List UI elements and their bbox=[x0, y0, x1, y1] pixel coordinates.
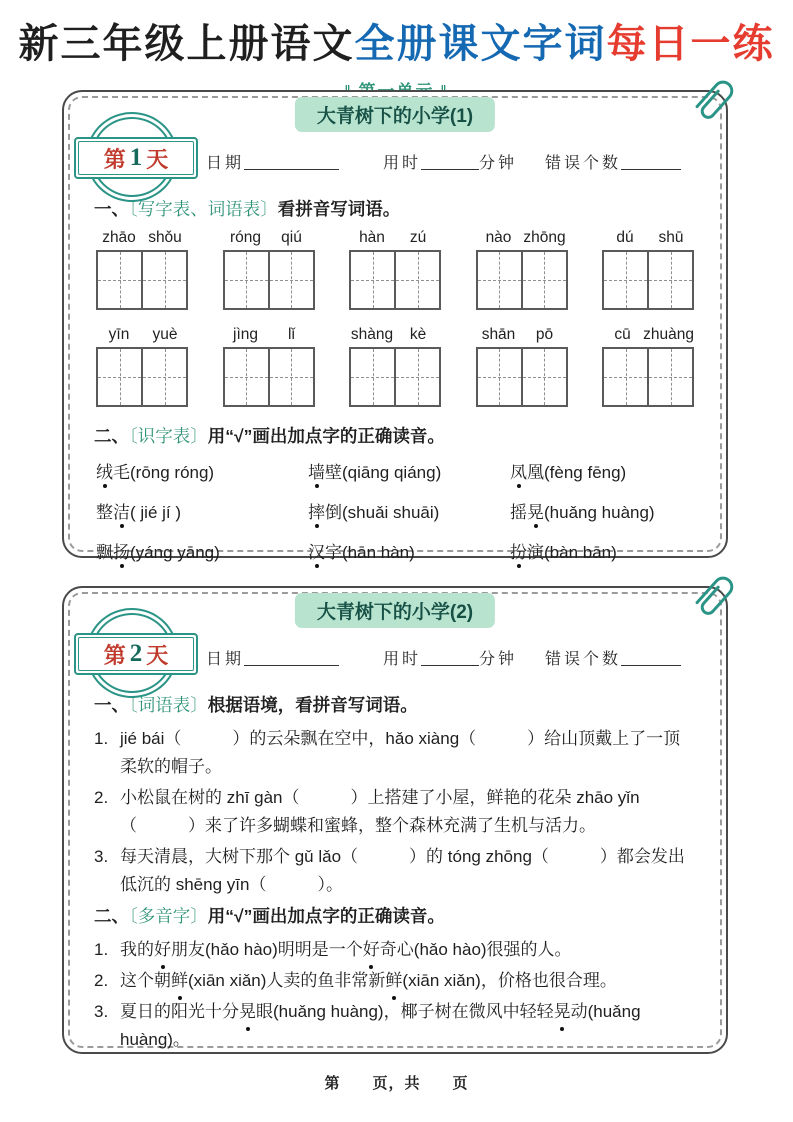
pinyin-syllable: zhāo bbox=[102, 229, 136, 246]
exercise-item bbox=[94, 725, 696, 781]
item-text bbox=[120, 843, 696, 899]
writing-grid bbox=[476, 347, 568, 407]
minutes-label: 分钟 bbox=[479, 155, 518, 172]
item-number: 1. bbox=[94, 940, 109, 960]
dotted-char: 扬 bbox=[113, 538, 130, 563]
text-segment: 飘 bbox=[96, 543, 113, 562]
item-number: 3. bbox=[94, 847, 109, 867]
choice-grid bbox=[96, 458, 696, 563]
dotted-char: 凤 bbox=[510, 458, 527, 483]
writing-grid bbox=[476, 250, 568, 310]
grid-cell bbox=[351, 252, 394, 308]
grid-cell bbox=[521, 349, 566, 405]
pinyin-syllable: zhōng bbox=[523, 229, 566, 246]
exercise-section bbox=[94, 196, 696, 407]
dotted-char: 晃 bbox=[554, 998, 571, 1026]
minutes-label: 分钟 bbox=[479, 651, 518, 668]
page-title-red: 每日一练 bbox=[606, 21, 775, 66]
meta-line bbox=[206, 150, 681, 173]
grid-cell bbox=[98, 349, 141, 405]
exercise-item bbox=[94, 998, 696, 1054]
writing-grid bbox=[96, 250, 188, 310]
item-number: 3. bbox=[94, 1002, 109, 1022]
text-segment: 整 bbox=[96, 503, 113, 522]
pinyin-syllable: jìng bbox=[233, 326, 258, 343]
dotted-char: 汉 bbox=[308, 538, 325, 563]
grid-cell bbox=[268, 252, 313, 308]
pinyin-syllable: qiú bbox=[281, 229, 302, 246]
item-text bbox=[120, 936, 696, 964]
text-segment: 倒(shuǎi shuāi) bbox=[325, 503, 440, 522]
section-instruction: 看拼音写词语。 bbox=[277, 199, 401, 219]
grid-cell bbox=[141, 252, 186, 308]
dot-word-item bbox=[510, 538, 696, 563]
page-title bbox=[0, 0, 793, 69]
pinyin-word bbox=[349, 229, 441, 310]
text-segment: 毛(rōng róng) bbox=[113, 463, 215, 482]
date-blank bbox=[244, 153, 339, 170]
section-number: 一、 bbox=[94, 199, 129, 219]
exercise-item bbox=[94, 936, 696, 964]
day-badge-label: 第 2 天 bbox=[74, 633, 198, 675]
text-segment: 演(bàn bān) bbox=[527, 543, 617, 562]
paperclip-icon bbox=[681, 564, 745, 630]
pinyin-word bbox=[602, 326, 694, 407]
text-segment: 朋友(hǎo hào)明明是一个 bbox=[171, 940, 363, 960]
exercise-item bbox=[94, 784, 696, 840]
section-instruction: 用“√”画出加点字的正确读音。 bbox=[207, 906, 445, 927]
dot-word-item bbox=[308, 538, 510, 563]
exercise-item bbox=[94, 967, 696, 995]
item-text bbox=[120, 784, 696, 840]
pinyin-syllable: zhuàng bbox=[643, 326, 694, 343]
writing-grid bbox=[96, 347, 188, 407]
pinyin-syllable: dú bbox=[616, 229, 634, 246]
worksheet-card bbox=[62, 90, 728, 562]
date-label: 日期 bbox=[206, 651, 245, 668]
time-blank bbox=[421, 153, 479, 170]
dot-word-item bbox=[96, 458, 308, 483]
dotted-char: 鲜 bbox=[171, 967, 188, 995]
text-segment: 摇 bbox=[510, 503, 527, 522]
writing-grid bbox=[349, 347, 441, 407]
text-segment: (huǎng huàng) bbox=[544, 503, 655, 522]
lesson-title-tab: 大青树下的小学(1) bbox=[295, 97, 495, 132]
pinyin-label bbox=[223, 326, 315, 344]
grid-cell bbox=[521, 252, 566, 308]
grid-cell bbox=[604, 349, 647, 405]
writing-grid bbox=[223, 347, 315, 407]
grid-cell bbox=[478, 252, 521, 308]
grid-cell bbox=[604, 252, 647, 308]
item-text bbox=[120, 725, 696, 781]
text-segment: 字(hān hàn) bbox=[325, 543, 415, 562]
pinyin-syllable: lǐ bbox=[288, 326, 295, 343]
pinyin-syllable: nào bbox=[485, 229, 512, 246]
pinyin-word bbox=[602, 229, 694, 310]
dot-word-item bbox=[510, 458, 696, 483]
text-segment: 每天清晨，大树下那个 gǔ lǎo（ ）的 tóng zhōng（ ）都会发出低沉的 shēng yīn（ ）。 bbox=[120, 847, 685, 895]
item-number: 2. bbox=[94, 788, 109, 808]
grid-cell bbox=[478, 349, 521, 405]
item-number: 1. bbox=[94, 729, 109, 748]
text-segment: (xiān xiǎn)，价格也很合理。 bbox=[402, 971, 617, 991]
pinyin-label bbox=[223, 229, 315, 247]
pinyin-syllable: shǒu bbox=[148, 229, 182, 246]
grid-cell bbox=[647, 349, 692, 405]
pinyin-word bbox=[349, 326, 441, 407]
text-segment: 动(huǎng huàng)。 bbox=[120, 1002, 641, 1050]
cards-container bbox=[62, 90, 732, 1082]
pinyin-syllable: cū bbox=[614, 326, 631, 343]
text-segment: jié bái（ ）的云朵飘在空中，hǎo xiàng（ ）给山顶戴上了一顶柔软的帽子。 bbox=[120, 729, 681, 777]
grid-cell bbox=[394, 252, 439, 308]
pinyin-word bbox=[96, 229, 188, 310]
dotted-char: 好 bbox=[154, 936, 171, 964]
text-segment: 这个朝 bbox=[120, 971, 171, 991]
pinyin-syllable: kè bbox=[409, 326, 427, 343]
item-text bbox=[120, 967, 696, 995]
time-blank bbox=[421, 649, 479, 666]
pinyin-syllable: róng bbox=[229, 229, 262, 246]
dotted-char: 绒 bbox=[96, 458, 113, 483]
section-heading bbox=[94, 903, 696, 928]
pinyin-syllable: yīn bbox=[108, 326, 130, 343]
exercise-section bbox=[94, 692, 696, 899]
dot-word-item bbox=[510, 498, 696, 523]
page-title-black: 新三年级上册语文 bbox=[18, 21, 355, 66]
pinyin-word bbox=[476, 326, 568, 407]
text-segment: 凰(fèng fēng) bbox=[527, 463, 627, 482]
pinyin-label bbox=[349, 229, 441, 247]
grid-cell bbox=[351, 349, 394, 405]
day-badge-label: 第 1 天 bbox=[74, 137, 198, 179]
pinyin-syllable: shū bbox=[658, 229, 684, 246]
grid-cell bbox=[98, 252, 141, 308]
dotted-char: 洁 bbox=[113, 498, 130, 523]
pinyin-word bbox=[223, 229, 315, 310]
writing-grid bbox=[602, 347, 694, 407]
section-number: 一、 bbox=[94, 695, 129, 715]
time-label: 用时 bbox=[383, 155, 422, 172]
writing-grid bbox=[223, 250, 315, 310]
errors-label: 错误个数 bbox=[545, 155, 622, 172]
section-instruction: 根据语境，看拼音写词语。 bbox=[207, 695, 418, 715]
errors-blank bbox=[621, 649, 681, 666]
writing-grid bbox=[349, 250, 441, 310]
page-footer: 第 页，共 页 bbox=[324, 1076, 469, 1092]
pinyin-word bbox=[96, 326, 188, 407]
pinyin-syllable: yuè bbox=[152, 326, 178, 343]
errors-blank bbox=[621, 153, 681, 170]
day-badge bbox=[74, 112, 200, 204]
card-content bbox=[94, 688, 696, 1057]
date-blank bbox=[244, 649, 339, 666]
text-segment: 眼(huǎng huàng)，椰子树在微风中轻轻 bbox=[256, 1002, 554, 1022]
dot-word-item bbox=[308, 458, 510, 483]
text-segment: 小松鼠在树的 zhī gàn（ ）上搭建了小屋，鲜艳的花朵 zhāo yǐn（ ）来了许多蝴蝶和蜜蜂，整个森林充满了生机与活力。 bbox=[120, 788, 640, 836]
item-number: 2. bbox=[94, 971, 109, 991]
writing-grid bbox=[602, 250, 694, 310]
text-segment: (xiān xiǎn)人卖的鱼非常新 bbox=[188, 971, 386, 991]
dotted-char: 晃 bbox=[527, 498, 544, 523]
text-segment: (yáng yāng) bbox=[130, 543, 220, 562]
dot-word-item bbox=[308, 498, 510, 523]
pinyin-syllable: hàn bbox=[359, 229, 385, 246]
pinyin-label bbox=[476, 326, 568, 344]
card-content bbox=[94, 192, 696, 563]
grid-cell bbox=[268, 349, 313, 405]
meta-line bbox=[206, 646, 681, 669]
pinyin-label bbox=[96, 326, 188, 344]
dot-word-item bbox=[96, 538, 308, 563]
pinyin-syllable: shàng bbox=[350, 326, 394, 343]
pinyin-word bbox=[223, 326, 315, 407]
grid-cell bbox=[225, 252, 268, 308]
text-segment: 夏日的阳光十分 bbox=[120, 1002, 239, 1022]
exercise-item bbox=[94, 843, 696, 899]
pinyin-label bbox=[602, 229, 694, 247]
pinyin-label bbox=[476, 229, 568, 247]
section-source-tag: 〔多音字〕 bbox=[129, 906, 208, 927]
text-segment: 我的 bbox=[120, 940, 154, 960]
pinyin-syllable: pō bbox=[535, 326, 554, 343]
exercise-section bbox=[94, 423, 696, 563]
pinyin-label bbox=[96, 229, 188, 247]
dot-word-item bbox=[96, 498, 308, 523]
pinyin-syllable: shān bbox=[481, 326, 516, 343]
section-source-tag: 〔词语表〕 bbox=[129, 695, 208, 715]
grid-cell bbox=[647, 252, 692, 308]
dotted-char: 鲜 bbox=[385, 967, 402, 995]
text-segment: ( jié jí ) bbox=[130, 503, 181, 522]
dotted-char: 摔 bbox=[308, 498, 325, 523]
pinyin-label bbox=[349, 326, 441, 344]
page-title-blue: 全册课文字词 bbox=[354, 21, 607, 66]
dotted-char: 晃 bbox=[239, 998, 256, 1026]
dotted-char: 好 bbox=[363, 936, 380, 964]
worksheet-card bbox=[62, 586, 728, 1054]
pinyin-label bbox=[602, 326, 694, 344]
pinyin-row bbox=[96, 326, 694, 407]
section-source-tag: 〔识字表〕 bbox=[129, 426, 208, 446]
section-instruction: 用“√”画出加点字的正确读音。 bbox=[207, 426, 445, 446]
errors-label: 错误个数 bbox=[545, 651, 622, 668]
date-label: 日期 bbox=[206, 155, 245, 172]
section-number: 二、 bbox=[94, 426, 129, 446]
text-segment: 壁(qiāng qiáng) bbox=[325, 463, 442, 482]
grid-cell bbox=[394, 349, 439, 405]
time-label: 用时 bbox=[383, 651, 422, 668]
text-segment: 奇心(hǎo hào)很强的人。 bbox=[379, 940, 572, 960]
section-source-tag: 〔写字表、词语表〕 bbox=[129, 199, 278, 219]
lesson-title-tab: 大青树下的小学(2) bbox=[295, 593, 495, 628]
pinyin-word bbox=[476, 229, 568, 310]
section-heading bbox=[94, 423, 696, 448]
dotted-char: 扮 bbox=[510, 538, 527, 563]
item-text bbox=[120, 998, 696, 1054]
grid-cell bbox=[141, 349, 186, 405]
day-badge bbox=[74, 608, 200, 700]
exercise-section bbox=[94, 903, 696, 1054]
pinyin-row bbox=[96, 229, 694, 310]
dotted-char: 墙 bbox=[308, 458, 325, 483]
section-number: 二、 bbox=[94, 906, 129, 927]
pinyin-syllable: zú bbox=[409, 229, 427, 246]
grid-cell bbox=[225, 349, 268, 405]
